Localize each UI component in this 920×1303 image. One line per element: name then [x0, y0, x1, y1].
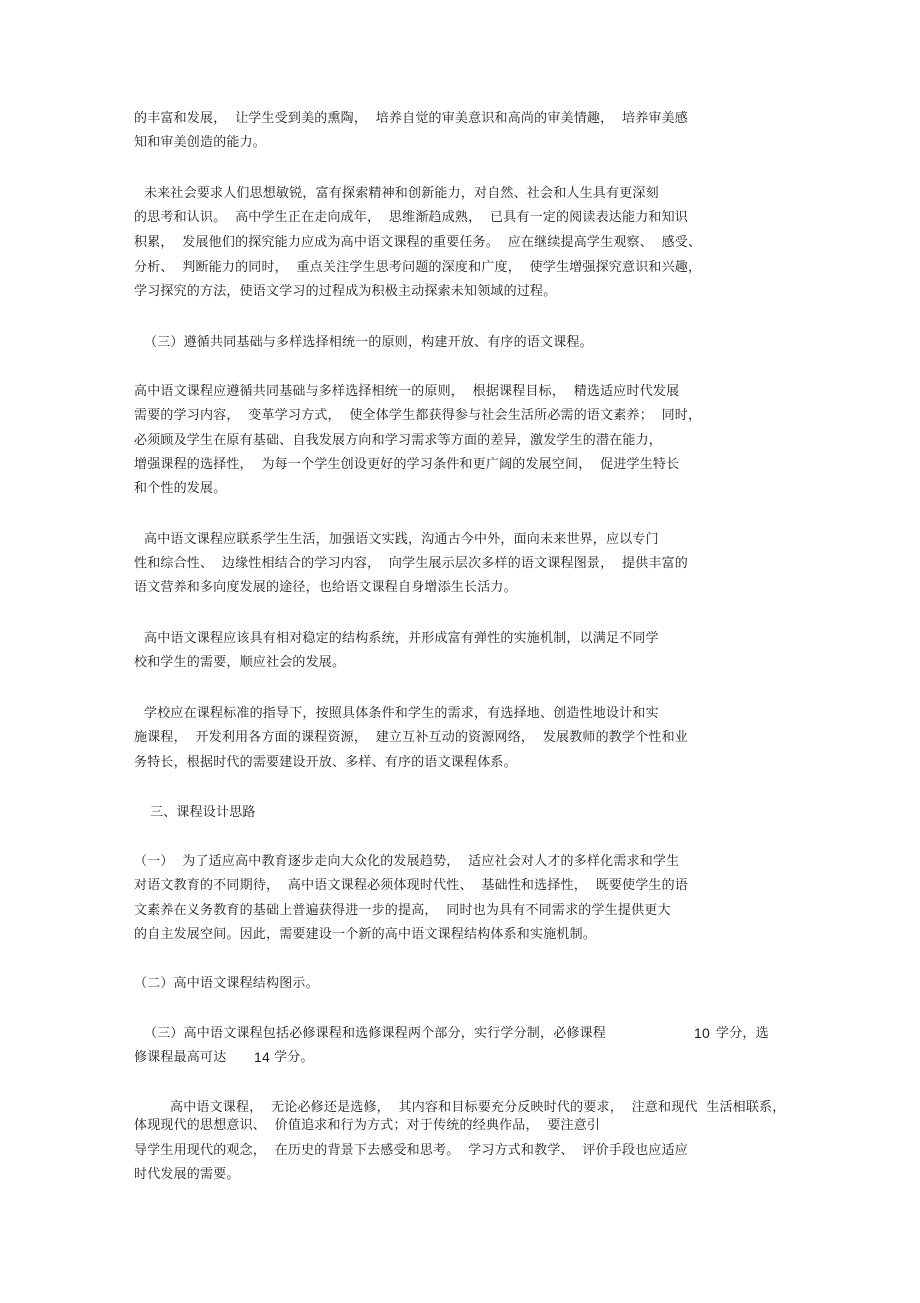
text-line: 导学生用现代的观念， 在历史的背景下去感受和思考。 学习方式和教学、 评价手段也应适应 — [134, 1143, 688, 1158]
text-line: （三）高中语文课程包括必修课程和选修课程两个部分，实行学分制，必修课程 — [144, 1026, 607, 1041]
text-line: 语文营养和多向度发展的途径，也给语文课程自身增添生长活力。 — [134, 580, 517, 595]
text-line: 务特长，根据时代的需要建设开放、多样、有序的语文课程体系。 — [134, 755, 517, 770]
text-line: 学分，选 — [716, 1026, 769, 1041]
text-line: 体现现代的思想意识、 价值追求和行为方式；对于传统的经典作品， 要注意引 — [134, 1118, 601, 1133]
text-line: 学习探究的方法，使语文学习的过程成为积极主动探索未知领域的过程。 — [134, 284, 557, 299]
text-line: 必须顾及学生在原有基础、自我发展方向和学习需求等方面的差异，激发学生的潜在能力， — [134, 433, 663, 448]
text-line: 高中语文课程应联系学生生活，加强语文实践，沟通古今中外，面向未来世界，应以专门 — [144, 532, 659, 547]
text-line: （一） 为了适应高中教育逐步走向大众化的发展趋势， 适应社会对人才的多样化需求和学生 — [134, 854, 680, 869]
paragraph-design-two: （二）高中语文课程结构图示。 — [134, 976, 319, 991]
text-line: 学校应在课程标准的指导下，按照具体条件和学生的需求，有选择地、创造性地设计和实 — [144, 706, 659, 721]
text-line: 未来社会要求人们思想敏锐，富有探索精神和创新能力，对自然、社会和人生具有更深刻 — [144, 186, 659, 201]
text-line: 性和综合性、 边缘性相结合的学习内容， 向学生展示层次多样的语文课程图景， 提供丰富的 — [134, 556, 688, 571]
section-title: 三、课程设计思路 — [150, 805, 256, 820]
credit-number: 14 — [254, 1049, 270, 1065]
text-line: 的思考和认识。 高中学生正在走向成年， 思维渐趋成熟， 已具有一定的阅读表达能力和知识 — [134, 210, 688, 225]
credit-number: 10 — [694, 1025, 710, 1041]
text-line: 修课程最高可达 — [134, 1050, 227, 1065]
text-line: 的丰富和发展， 让学生受到美的熏陶， 培养自觉的审美意识和高尚的审美情趣， 培养审美感 — [134, 111, 688, 126]
text-line: 高中语文课程应该具有相对稳定的结构系统，并形成富有弹性的实施机制，以满足不同学 — [144, 631, 659, 646]
text-line: 需要的学习内容， 变革学习方式， 使全体学生都获得参与社会生活所必需的语文素养； 同时， — [134, 408, 702, 423]
text-line: 高中语文课程应遵循共同基础与多样选择相统一的原则， 根据课程目标， 精选适应时代发展 — [134, 384, 680, 399]
text-line: 积累， 发展他们的探究能力应成为高中语文课程的重要任务。 应在继续提高学生观察、 感受、 — [134, 235, 702, 250]
text-line: 文素养在义务教育的基础上普遍获得进一步的提高， 同时也为具有不同需求的学生提供更大 — [134, 903, 671, 918]
text-line: 知和审美创造的能力。 — [134, 135, 267, 150]
text-line: 校和学生的需要，顺应社会的发展。 — [134, 655, 346, 670]
text-line: 分析、 判断能力的同时， 重点关注学生思考问题的深度和广度， 使学生增强探究意识和兴趣， — [134, 260, 702, 275]
text-line: 增强课程的选择性， 为每一个学生创设更好的学习条件和更广阔的发展空间， 促进学生特长 — [134, 457, 680, 472]
text-line: 高中语文课程， 无论必修还是选修， 其内容和目标要充分反映时代的要求， 注意和现代 生活相联系， — [170, 1100, 786, 1115]
text-line: 施课程， 开发利用各方面的课程资源， 建立互补互动的资源网络， 发展教师的教学个性和业 — [134, 730, 688, 745]
heading-principle-three: （三）遵循共同基础与多样选择相统一的原则，构建开放、有序的语文课程。 — [144, 335, 593, 350]
text-line: 和个性的发展。 — [134, 481, 227, 496]
text-line: 时代发展的需要。 — [134, 1167, 240, 1182]
text-line: 学分。 — [274, 1050, 314, 1065]
text-line: 的自主发展空间。因此，需要建设一个新的高中语文课程结构体系和实施机制。 — [134, 927, 597, 942]
text-line: 对语文教育的不同期待， 高中语文课程必须体现时代性、 基础性和选择性， 既要使学生的语 — [134, 878, 688, 893]
